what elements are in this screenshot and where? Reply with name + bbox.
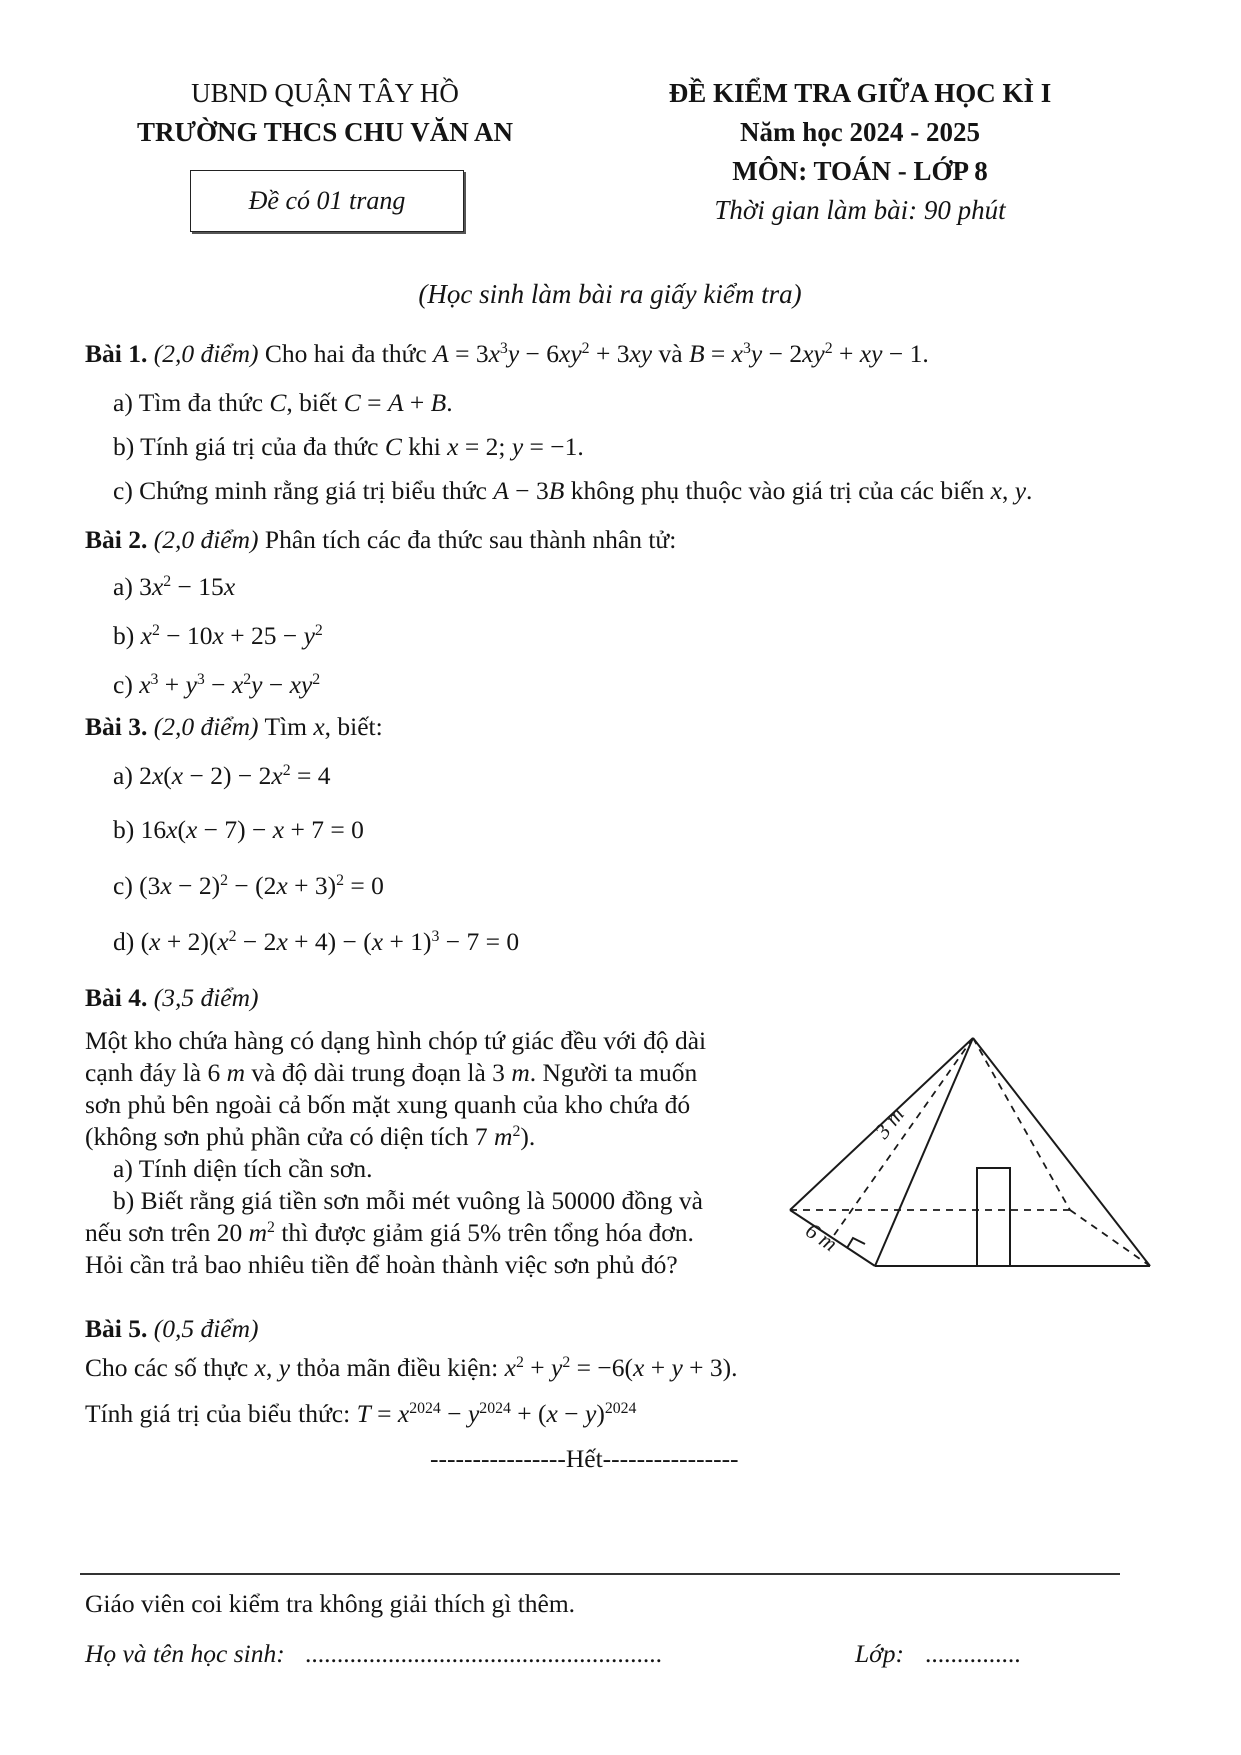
bai4-p3: sơn phủ bên ngoài cả bốn mặt xung quanh của kho chứa đó: [85, 1090, 691, 1119]
bai2-points: (2,0 điểm): [153, 525, 259, 554]
class-field[interactable]: ...............: [925, 1639, 1021, 1668]
bai4-points: (3,5 điểm): [153, 983, 259, 1012]
bai3-d: d) $(x + 2)(x^2 - 2x + 4) - (x + 1)^3 - 7 = 0$: [113, 927, 520, 956]
bai5-l1-text: Cho các số thực: [85, 1353, 249, 1382]
bai3-points: (2,0 điểm): [153, 712, 259, 741]
footer-divider: [80, 1573, 1120, 1575]
bai5-header: [85, 1313, 259, 1345]
bai3-intro: Tìm: [264, 712, 307, 741]
bai1-header: Bài 1. (2,0 điểm) Cho hai đa thức $A = 3x^3y - 6xy^2 + 3xy$ và $B = x^3y - 2xy^2$ + xy − 1.: [85, 339, 929, 368]
bai1-b-text: b) Tính giá trị của đa thức: [113, 432, 379, 461]
bai4-p2c: . Người ta muốn: [529, 1058, 698, 1087]
bai1-a-text: a) Tìm đa thức: [113, 388, 264, 417]
bai4-p2a: cạnh đáy là 6: [85, 1058, 221, 1087]
bai2-header: [85, 524, 676, 556]
end-mark: ----------------Hết----------------: [430, 1444, 739, 1473]
bai4-p4b: ).: [520, 1122, 536, 1151]
school-year: Năm học 2024 - 2025: [740, 117, 980, 147]
bai3-title: Bài 3.: [85, 712, 148, 741]
bai4-b2: nếu sơn trên 20 $m^2$ thì được giảm giá 5% trên tổng hóa đơn.: [85, 1218, 694, 1247]
bai2-a: a) $3x^2 - 15x$: [113, 572, 236, 601]
bai3-c: c) $(3x - 2)^2 - (2x + 3)^2 = 0$: [113, 871, 384, 900]
bai4-p2b: và độ dài trung đoạn là 3: [251, 1058, 505, 1087]
instruction: (Học sinh làm bài ra giấy kiểm tra): [418, 279, 802, 309]
bai1-c: c) Chứng minh rằng giá trị biểu thức A − 3B không phụ thuộc vào giá trị của các biến x, y.: [113, 476, 1033, 505]
bai2-c: c) $x^3 + y^3 - x^2y - xy^2$: [113, 670, 321, 699]
base-edge-label: 6 m: [801, 1217, 843, 1257]
district-name: UBND QUẬN TÂY HỒ: [191, 78, 459, 108]
bai4-p1: Một kho chứa hàng có dạng hình chóp tứ giác đều với độ dài: [85, 1026, 707, 1055]
bai1-b-text2: khi: [408, 432, 441, 461]
slant-height-label: 3 m: [869, 1102, 909, 1144]
bai2-title: Bài 2.: [85, 525, 148, 554]
bai5-l1-text2: thỏa mãn điều kiện:: [296, 1353, 499, 1382]
bai5-l2-text: Tính giá trị của biểu thức:: [85, 1399, 351, 1428]
bai5-title: Bài 5.: [85, 1314, 148, 1343]
bai2-intro: Phân tích các đa thức sau thành nhân tử:: [264, 525, 677, 554]
bai5-l2: Tính giá trị của biểu thức: $T = x^{2024} - y^{2024} + (x - y)^{2024}$: [85, 1399, 637, 1428]
exam-title: ĐỀ KIỂM TRA GIỮA HỌC KÌ I: [668, 78, 1052, 108]
time-limit: Thời gian làm bài: 90 phút: [714, 195, 1006, 225]
bai1-b: b) Tính giá trị của đa thức C khi x = 2; y = −1.: [113, 432, 584, 461]
bai1-a: a) Tìm đa thức C, biết C = A + B.: [113, 388, 453, 417]
subject-grade: MÔN: TOÁN - LỚP 8: [732, 156, 988, 186]
pyramid-figure: [780, 1030, 1160, 1280]
bai1-c-text2: không phụ thuộc vào giá trị của các biến: [570, 476, 985, 505]
bai4-p4a: (không sơn phủ phần cửa có diện tích 7: [85, 1122, 488, 1151]
bai4-p2: cạnh đáy là 6 m và độ dài trung đoạn là 3 m. Người ta muốn: [85, 1058, 698, 1087]
bai1-conj: và: [658, 339, 683, 368]
bai4-header: [85, 982, 259, 1014]
bai1-points: (2,0 điểm): [153, 339, 259, 368]
bai4-a: a) Tính diện tích cần sơn.: [113, 1154, 373, 1183]
bai5-points: (0,5 điểm): [153, 1314, 259, 1343]
bai3-a: a) $2x(x - 2) - 2x^2 = 4$: [113, 761, 331, 790]
school-name: TRƯỜNG THCS CHU VĂN AN: [136, 117, 514, 147]
bai4-b3: Hỏi cần trả bao nhiêu tiền để hoàn thành việc sơn phủ đó?: [85, 1250, 678, 1279]
page-count-box: [190, 170, 464, 232]
bai1-a-text2: , biết: [286, 388, 338, 417]
page-count-text: Đề có 01 trang: [248, 186, 406, 215]
bai4-b2b: thì được giảm giá 5% trên tổng hóa đơn.: [281, 1218, 694, 1247]
bai4-b2a: nếu sơn trên 20: [85, 1218, 243, 1247]
bai2-b: b) $x^2 - 10x + 25 - y^2$: [113, 621, 323, 650]
bai4-b1: b) Biết rằng giá tiền sơn mỗi mét vuông là 50000 đồng và: [113, 1186, 703, 1215]
bai3-b: b) 16x(x − 7) − x + 7 = 0: [113, 815, 364, 844]
bai3-intro2: , biết:: [324, 712, 383, 741]
student-name-field[interactable]: ........................................................: [305, 1639, 662, 1668]
bai1-c-text: c) Chứng minh rằng giá trị biểu thức: [113, 476, 487, 505]
bai1-intro: Cho hai đa thức: [264, 339, 427, 368]
bai3-header: Bài 3. (2,0 điểm) Tìm x, biết:: [85, 712, 383, 741]
bai4-title: Bài 4.: [85, 983, 148, 1012]
footer-note: Giáo viên coi kiểm tra không giải thích gì thêm.: [85, 1589, 576, 1618]
bai5-l1: Cho các số thực x, y thỏa mãn điều kiện: $x^2 + y^2 = -6(x + y + 3)$.: [85, 1353, 738, 1382]
student-name-label: Họ và tên học sinh:: [85, 1639, 285, 1668]
class-label: Lớp:: [855, 1639, 905, 1668]
bai4-p4: (không sơn phủ phần cửa có diện tích 7 $m^2$).: [85, 1122, 536, 1151]
bai1-title: Bài 1.: [85, 339, 148, 368]
